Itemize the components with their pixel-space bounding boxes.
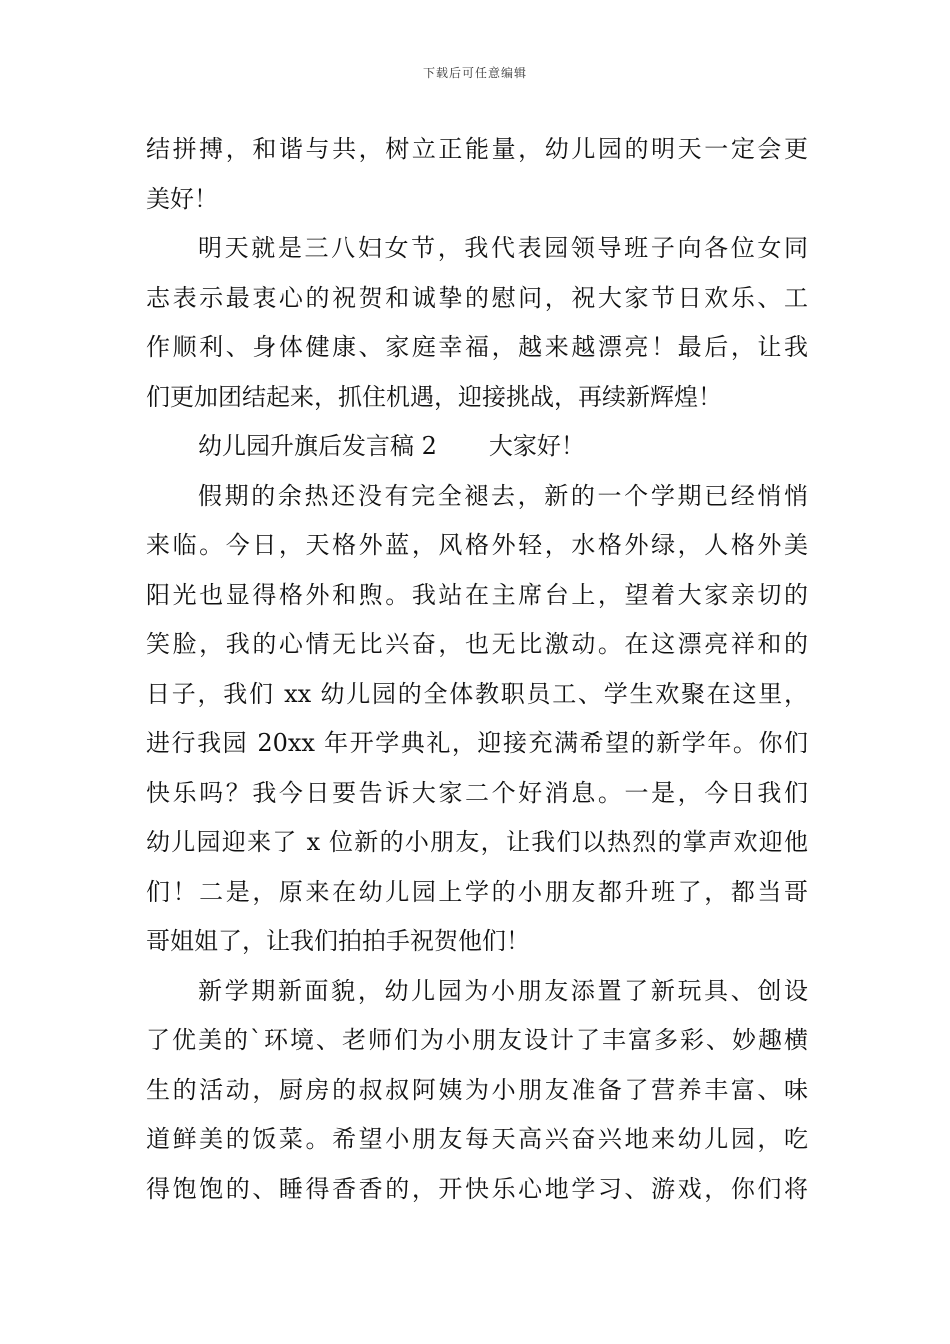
text-line: 志表示最衷心的祝贺和诚挚的慰问，祝大家节日欢乐、工 <box>146 283 808 312</box>
section-title: 幼儿园升旗后发言稿 2 <box>198 432 437 460</box>
text-line: 美好！ <box>146 184 218 213</box>
text-line: 来临。今日，天格外蓝，风格外轻，水格外绿，人格外美 <box>146 531 808 559</box>
text-line: 生的活动，厨房的叔叔阿姨为小朋友准备了营养丰富、味 <box>146 1075 808 1104</box>
greeting: 大家好！ <box>488 432 585 460</box>
text-line: 哥姐姐了，让我们拍拍手祝贺他们！ <box>146 927 530 955</box>
text-line: 笑脸，我的心情无比兴奋，也无比激动。在这漂亮祥和的 <box>146 630 808 658</box>
paragraph-start-line: 假期的余热还没有完全褪去，新的一个学期已经悄悄 <box>198 481 808 510</box>
section-heading <box>146 422 808 472</box>
text-line: 进行我园 20xx 年开学典礼，迎接充满希望的新学年。你们 <box>146 729 808 757</box>
text-line: 得饱饱的、睡得香香的，开快乐心地学习、游戏，你们将 <box>146 1174 808 1203</box>
text-line: 作顺利、身体健康、家庭幸福，越来越漂亮！最后，让我 <box>146 333 808 361</box>
text-line: 了优美的`环境、老师们为小朋友设计了丰富多彩、妙趣横 <box>146 1026 808 1054</box>
page-header: 下载后可任意编辑 <box>422 66 527 80</box>
text-line: 们更加团结起来，抓住机遇，迎接挑战，再续新辉煌！ <box>146 382 722 411</box>
text-line: 日子，我们 xx 幼儿园的全体教职员工、学生欢聚在这里， <box>146 679 808 708</box>
text-line: 快乐吗？我今日要告诉大家二个好消息。一是，今日我们 <box>146 778 808 807</box>
text-line: 道鲜美的饭菜。希望小朋友每天高兴奋兴地来幼儿园，吃 <box>146 1125 808 1153</box>
paragraph-start-line: 明天就是三八妇女节，我代表园领导班子向各位女同 <box>198 234 808 262</box>
text-line: 阳光也显得格外和煦。我站在主席台上，望着大家亲切的 <box>146 580 808 609</box>
text-line: 结拼搏，和谐与共，树立正能量，幼儿园的明天一定会更 <box>146 135 808 163</box>
paragraph-start-line: 新学期新面貌，幼儿园为小朋友添置了新玩具、创设 <box>198 976 808 1005</box>
text-line: 幼儿园迎来了 x 位新的小朋友，让我们以热烈的掌声欢迎他 <box>146 828 808 856</box>
text-line: 们！二是，原来在幼儿园上学的小朋友都升班了，都当哥 <box>146 877 808 906</box>
document-body <box>146 125 808 1214</box>
